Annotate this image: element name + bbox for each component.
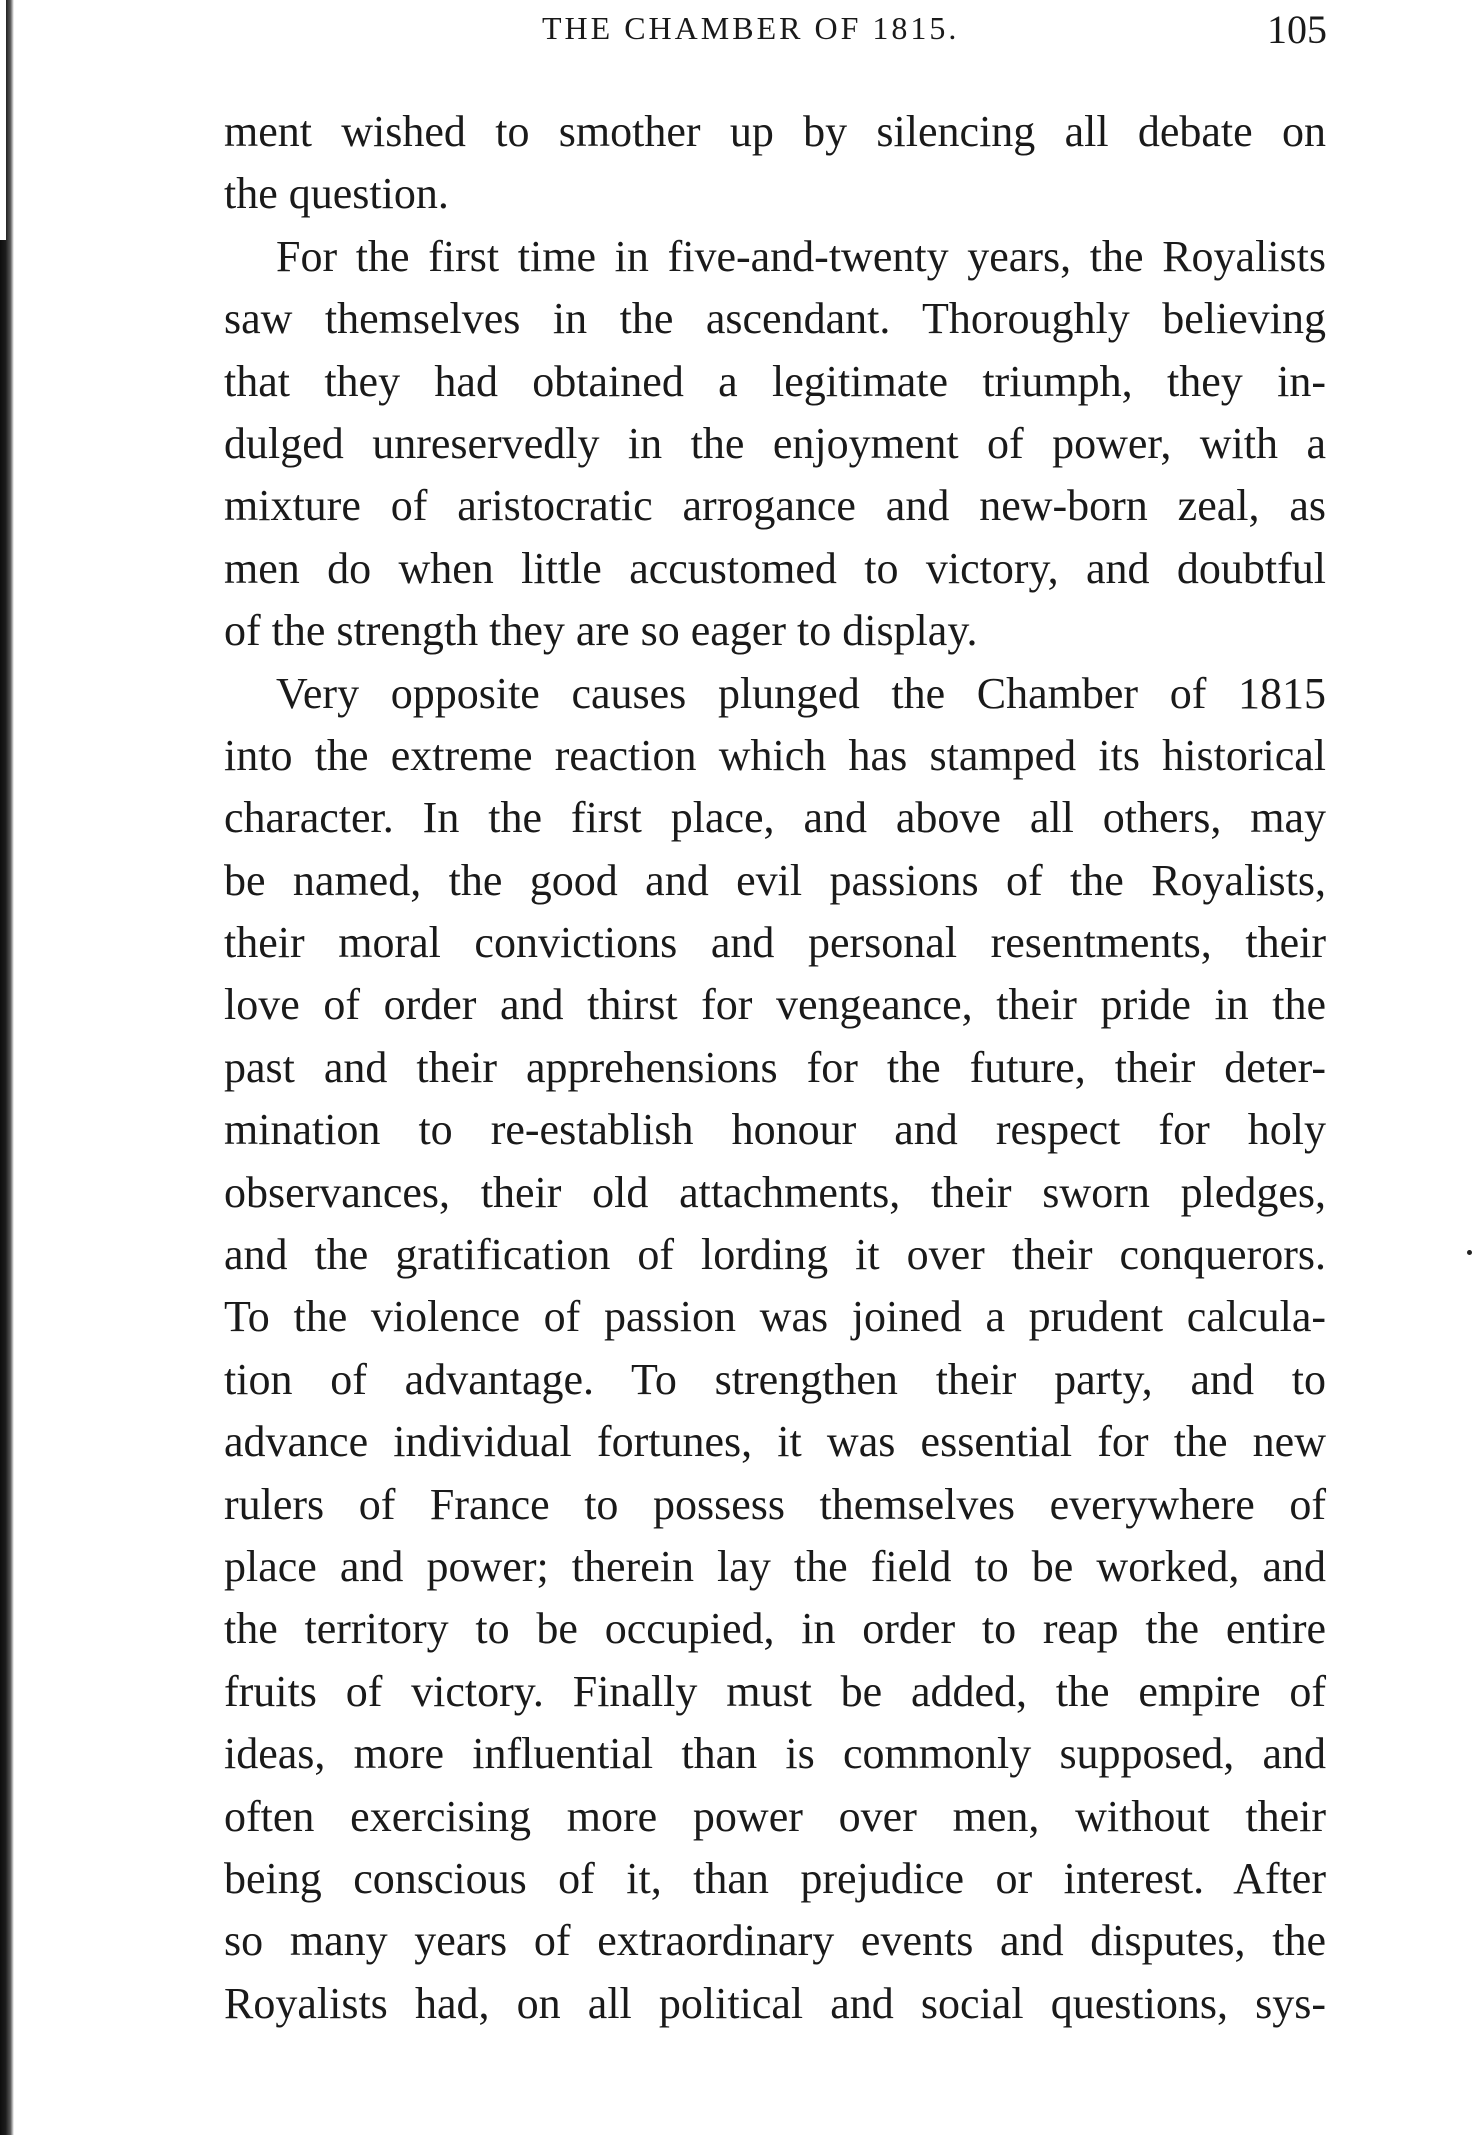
text-line: being conscious of it, than prejudice or interest. After (224, 1853, 1326, 1903)
text-line: be named, the good and evil passions of the Royalists, (224, 855, 1326, 905)
text-line: saw themselves in the ascendant. Thoroughly believing (224, 294, 1326, 344)
text-line: the territory to be occupied, in order to reap the entire (224, 1604, 1326, 1654)
text-line: Royalists had, on all political and social questions, sys- (224, 1978, 1326, 2028)
text-line: of the strength they are so eager to display. (224, 606, 978, 656)
text-line: rulers of France to possess themselves everywhere of (224, 1479, 1326, 1529)
text-line: that they had obtained a legitimate triumph, they in- (224, 356, 1326, 406)
text-line: the question. (224, 169, 449, 219)
running-title: THE CHAMBER OF 1815. (542, 10, 960, 46)
running-head (222, 6, 1327, 66)
text-line: place and power; therein lay the field to be worked, and (224, 1541, 1326, 1591)
paragraph (224, 101, 1326, 226)
text-line: advance individual fortunes, it was essential for the new (224, 1417, 1326, 1467)
text-line: mination to re-establish honour and respect for holy (224, 1105, 1326, 1155)
paragraph (224, 226, 1326, 663)
text-line: ment wished to smother up by silencing all debate on (224, 107, 1326, 156)
text-line: observances, their old attachments, their sworn pledges, (224, 1167, 1326, 1217)
text-line: love of order and thirst for vengeance, their pride in the (224, 980, 1326, 1030)
text-line: their moral convictions and personal resentments, their (224, 918, 1326, 968)
text-line: dulged unreservedly in the enjoyment of power, with a (224, 418, 1326, 468)
text-line: and the gratification of lording it over their conquerors. (224, 1230, 1326, 1280)
text-line: ideas, more influential than is commonly supposed, and (224, 1729, 1326, 1779)
text-line: so many years of extraordinary events and disputes, the (224, 1916, 1326, 1966)
paragraph (224, 663, 1326, 2036)
text-line: character. In the first place, and above all others, may (224, 793, 1326, 843)
page-gutter-highlight (0, 0, 6, 240)
text-line: mixture of aristocratic arrogance and new-born zeal, as (224, 481, 1326, 531)
body-text (224, 101, 1326, 2035)
text-line: To the violence of passion was joined a prudent calcula- (224, 1292, 1326, 1342)
text-line: Very opposite causes plunged the Chamber of 1815 (276, 668, 1326, 718)
text-line: For the first time in five-and-twenty years, the Royalists (276, 231, 1326, 281)
text-line: into the extreme reaction which has stamped its historical (224, 730, 1326, 780)
page-number: 105 (1267, 7, 1327, 52)
text-line: fruits of victory. Finally must be added, the empire of (224, 1666, 1326, 1716)
page-gutter-shadow (0, 0, 14, 2135)
text-line: tion of advantage. To strengthen their party, and to (224, 1354, 1326, 1404)
text-line: men do when little accustomed to victory, and doubtful (224, 543, 1326, 593)
text-line: past and their apprehensions for the future, their deter- (224, 1042, 1326, 1092)
scan-speck (1467, 1250, 1472, 1255)
text-line: often exercising more power over men, without their (224, 1791, 1326, 1841)
